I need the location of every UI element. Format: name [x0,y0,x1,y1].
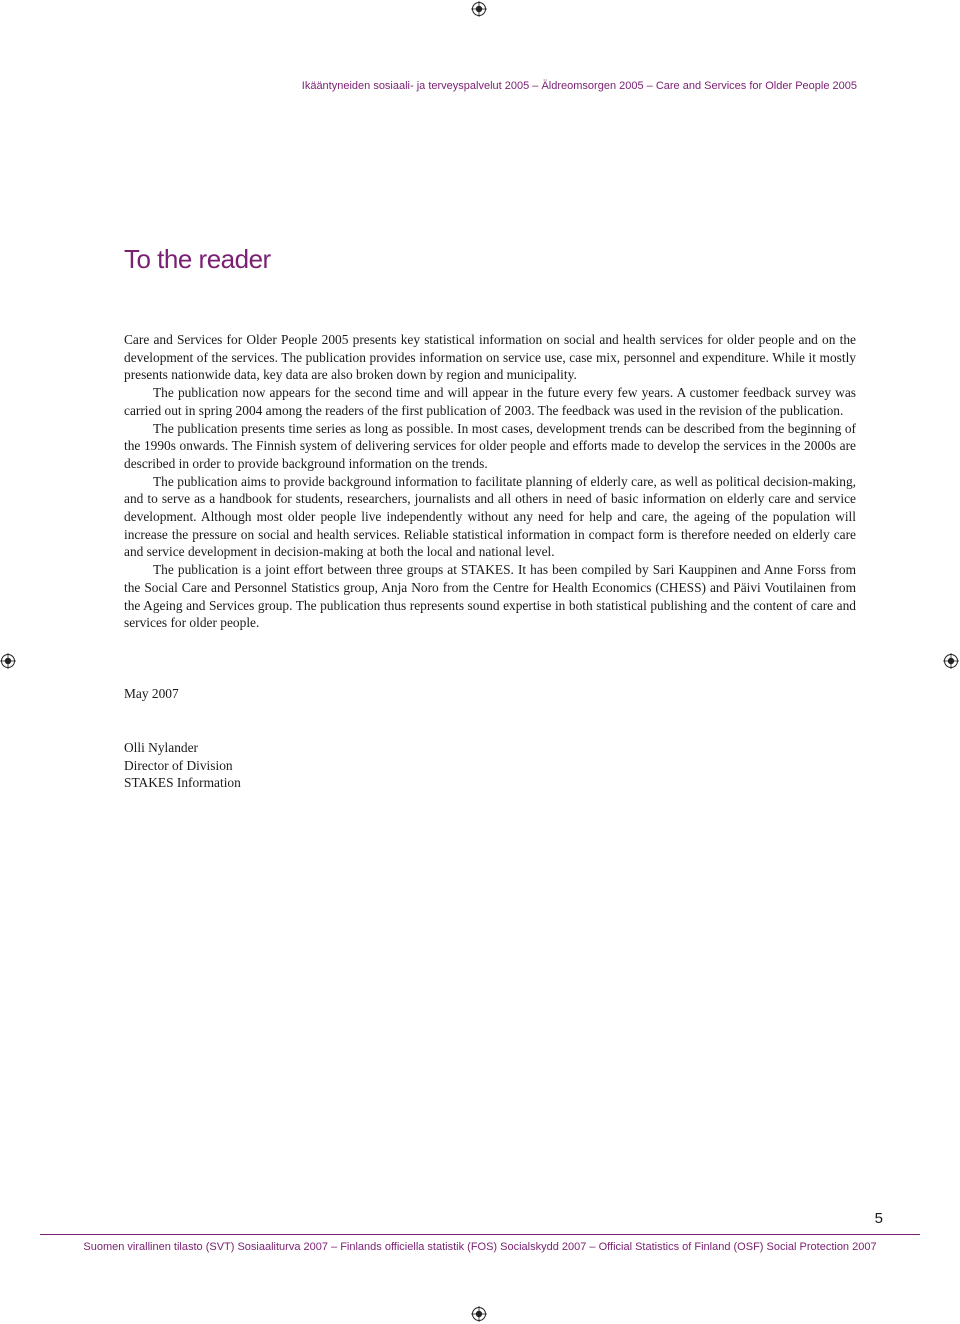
signature-organization: STAKES Information [124,775,241,791]
page-number: 5 [874,1210,883,1227]
registration-mark-top-icon [471,1,487,17]
body-text [124,331,856,632]
paragraph-second-edition: The publication now appears for the second time and will appear in the future every few years. A customer feedback survey was carried out in spring 2004 among the readers of the first publication of 2003. The feedback was used in the revision of the publication. [124,385,856,418]
footer-divider [40,1234,920,1235]
registration-mark-left-icon [0,653,16,669]
paragraph-authors: The publication is a joint effort between three groups at STAKES. It has been compiled by Sari Kauppinen and Anne Forss from the Social Care and Personnel Statistics group, Anja Noro from the Centre for Health Economics (CHESS) and Päivi Voutilainen from the Ageing and Services group. The publication thus represents sound expertise in both statistical publishing and the content of care and services for older people. [124,562,856,631]
signature-block [124,739,241,792]
registration-mark-bottom-icon [471,1306,487,1322]
paragraph-intro: Care and Services for Older People 2005 presents key statistical information on social and health services for older people and on the development of the services. The publication provides information on service use, case mix, personnel and expenditure. While it mostly presents nationwide data, key data are also broken down by region and municipality. [124,332,856,383]
signature-position: Director of Division [124,757,233,773]
page-title: To the reader [124,244,271,274]
running-header: Ikääntyneiden sosiaali- ja terveyspalvelut 2005 – Äldreomsorgen 2005 – Care and Services for Older People 2005 [301,80,857,92]
paragraph-time-series: The publication presents time series as long as possible. In most cases, development trends can be described from the beginning of the 1990s onwards. The Finnish system of delivering services for older people and efforts made to develop the services in the 2000s are described in order to provide background information on the trends. [124,420,856,471]
paragraph-purpose: The publication aims to provide background information to facilitate planning of elderly care, as well as political decision-making, and to serve as a handbook for students, researchers, journalists and all others in need of basic information on elderly care and service development. Although most older people live independently without any need for help and care, the ageing of the population will increase the pressure on social and health services. Reliable statistical information in compact form is therefore needed on elderly care and service development in decision-making at both the local and national level. [124,473,856,560]
running-footer: Suomen virallinen tilasto (SVT) Sosiaaliturva 2007 – Finlands officiella statistik (FOS) Socialskydd 2007 – Official Statistics of Finland (OSF) Social Protection 2007 [83,1241,877,1253]
signature-name: Olli Nylander [124,740,199,755]
date-line: May 2007 [124,686,179,701]
registration-mark-right-icon [943,653,959,669]
